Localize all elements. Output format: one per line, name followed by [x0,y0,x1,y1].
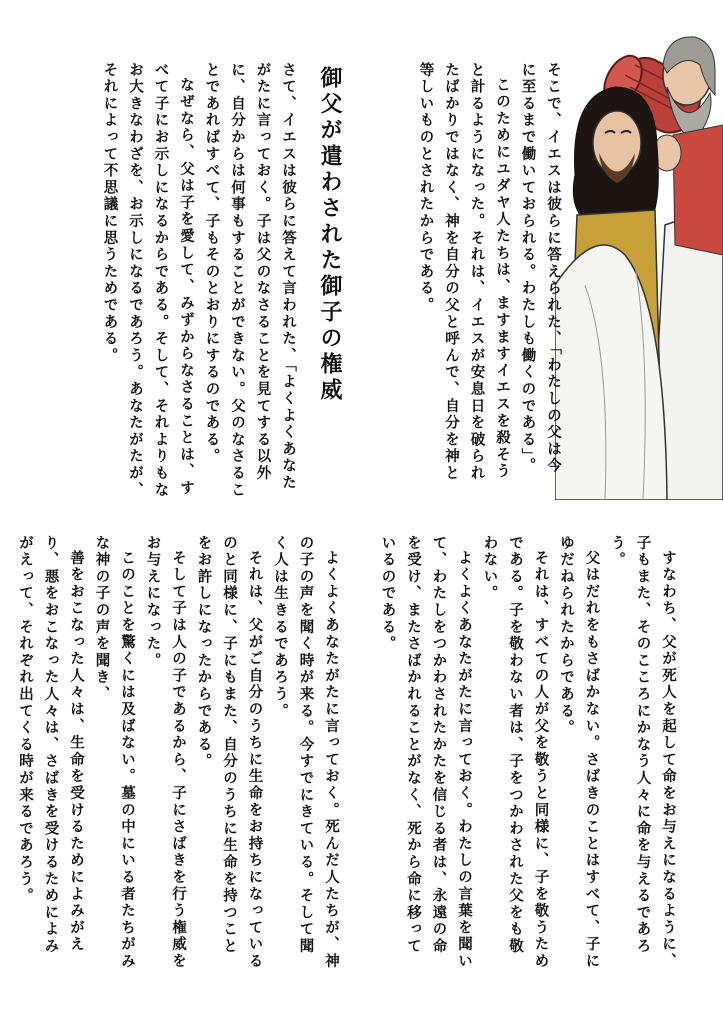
paragraph: よくよくあなたがたに言っておく。わたしの言葉を聞いて、わたしをつかわされたかたを信じる者は、永遠の命を受け、またさばかれることがなく、死から命に移っているのである。 [379,535,472,970]
top-left-text [96,62,300,502]
paragraph: 善をおこなった人々は、生命を受けるためによみがえり、悪をおこなった人々は、さばきを受けるためによみがえって、それぞれ出てくる時が来るであろう。 [17,535,84,955]
text-block-top-right [380,62,565,482]
paragraph: よくよくあなたがたに言っておく。死んだ人たちが、神の子の声を聞く時が来る。今すでにきている。そして聞く人は生きるであろう。 [272,535,339,970]
text-block-bottom-left [17,535,343,970]
paragraph: なぜなら、父は子を愛して、みずからなさることは、すべて子にお示しになるからである。そして、それよりもなお大きなわざを、お示しになるであろう。あなたがたが、それによって不思議に思うためである。 [101,62,194,499]
bottom-left-text [12,535,344,970]
paragraph: 父はだれをもさばかない。さばきのことはすべて、子にゆだねられたからである。 [558,535,600,970]
paragraph: それは、父がご自分のうちに生命をお持ちになっているのと同様に、子にもまた、自分のうちに生命を持つことをお許しになったからである。 [195,535,263,970]
paragraph: このことを驚くには及ばない。墓の中にいる者たちがみな神の子の声を聞き、 [93,535,135,970]
title-block [305,66,351,446]
bottom-right-text [374,535,680,970]
paragraph: すなわち、父が死人を起して命をお与えになるように、子もまた、そのこころにかなう人々に命を与えるであろう。 [609,535,676,970]
top-right-text [412,62,565,482]
paragraph: このためにユダヤ人たちは、ますますイエスを殺そうと計るようになった。それは、イエスが安息日を破られたばかりではなく、神を自分の父と呼んで、自分を神と等しいものとされたからである。 [417,62,510,482]
paragraph: さて、イエスは彼らに答えて言われた、「よくよくあなたがたに言っておく。子は父のなさることを見てする以外に、自分からは何事もすることができない。父のなさることであればすべて、子もそのとおりにするのである。 [203,62,296,499]
paragraph: そこで、イエスは彼らに答えられた、「わたしの父は今に至るまで働いておられる。わたしも働くのである」。 [519,62,561,475]
illustration-jesus-and-figure [555,25,723,500]
page-title: 御父が遣わされた御子の権威 [317,66,342,404]
illustration-svg [555,25,723,500]
text-block-bottom-right [370,535,680,970]
paragraph: それは、すべての人が父を敬うと同様に、子を敬うためである。子を敬わない者は、子をつかわされた父をも敬わない。 [481,535,549,970]
text-block-top-left [38,62,300,502]
paragraph: そして子は人の子であるから、子にさばきを行う権威をお与えになった。 [144,535,186,970]
